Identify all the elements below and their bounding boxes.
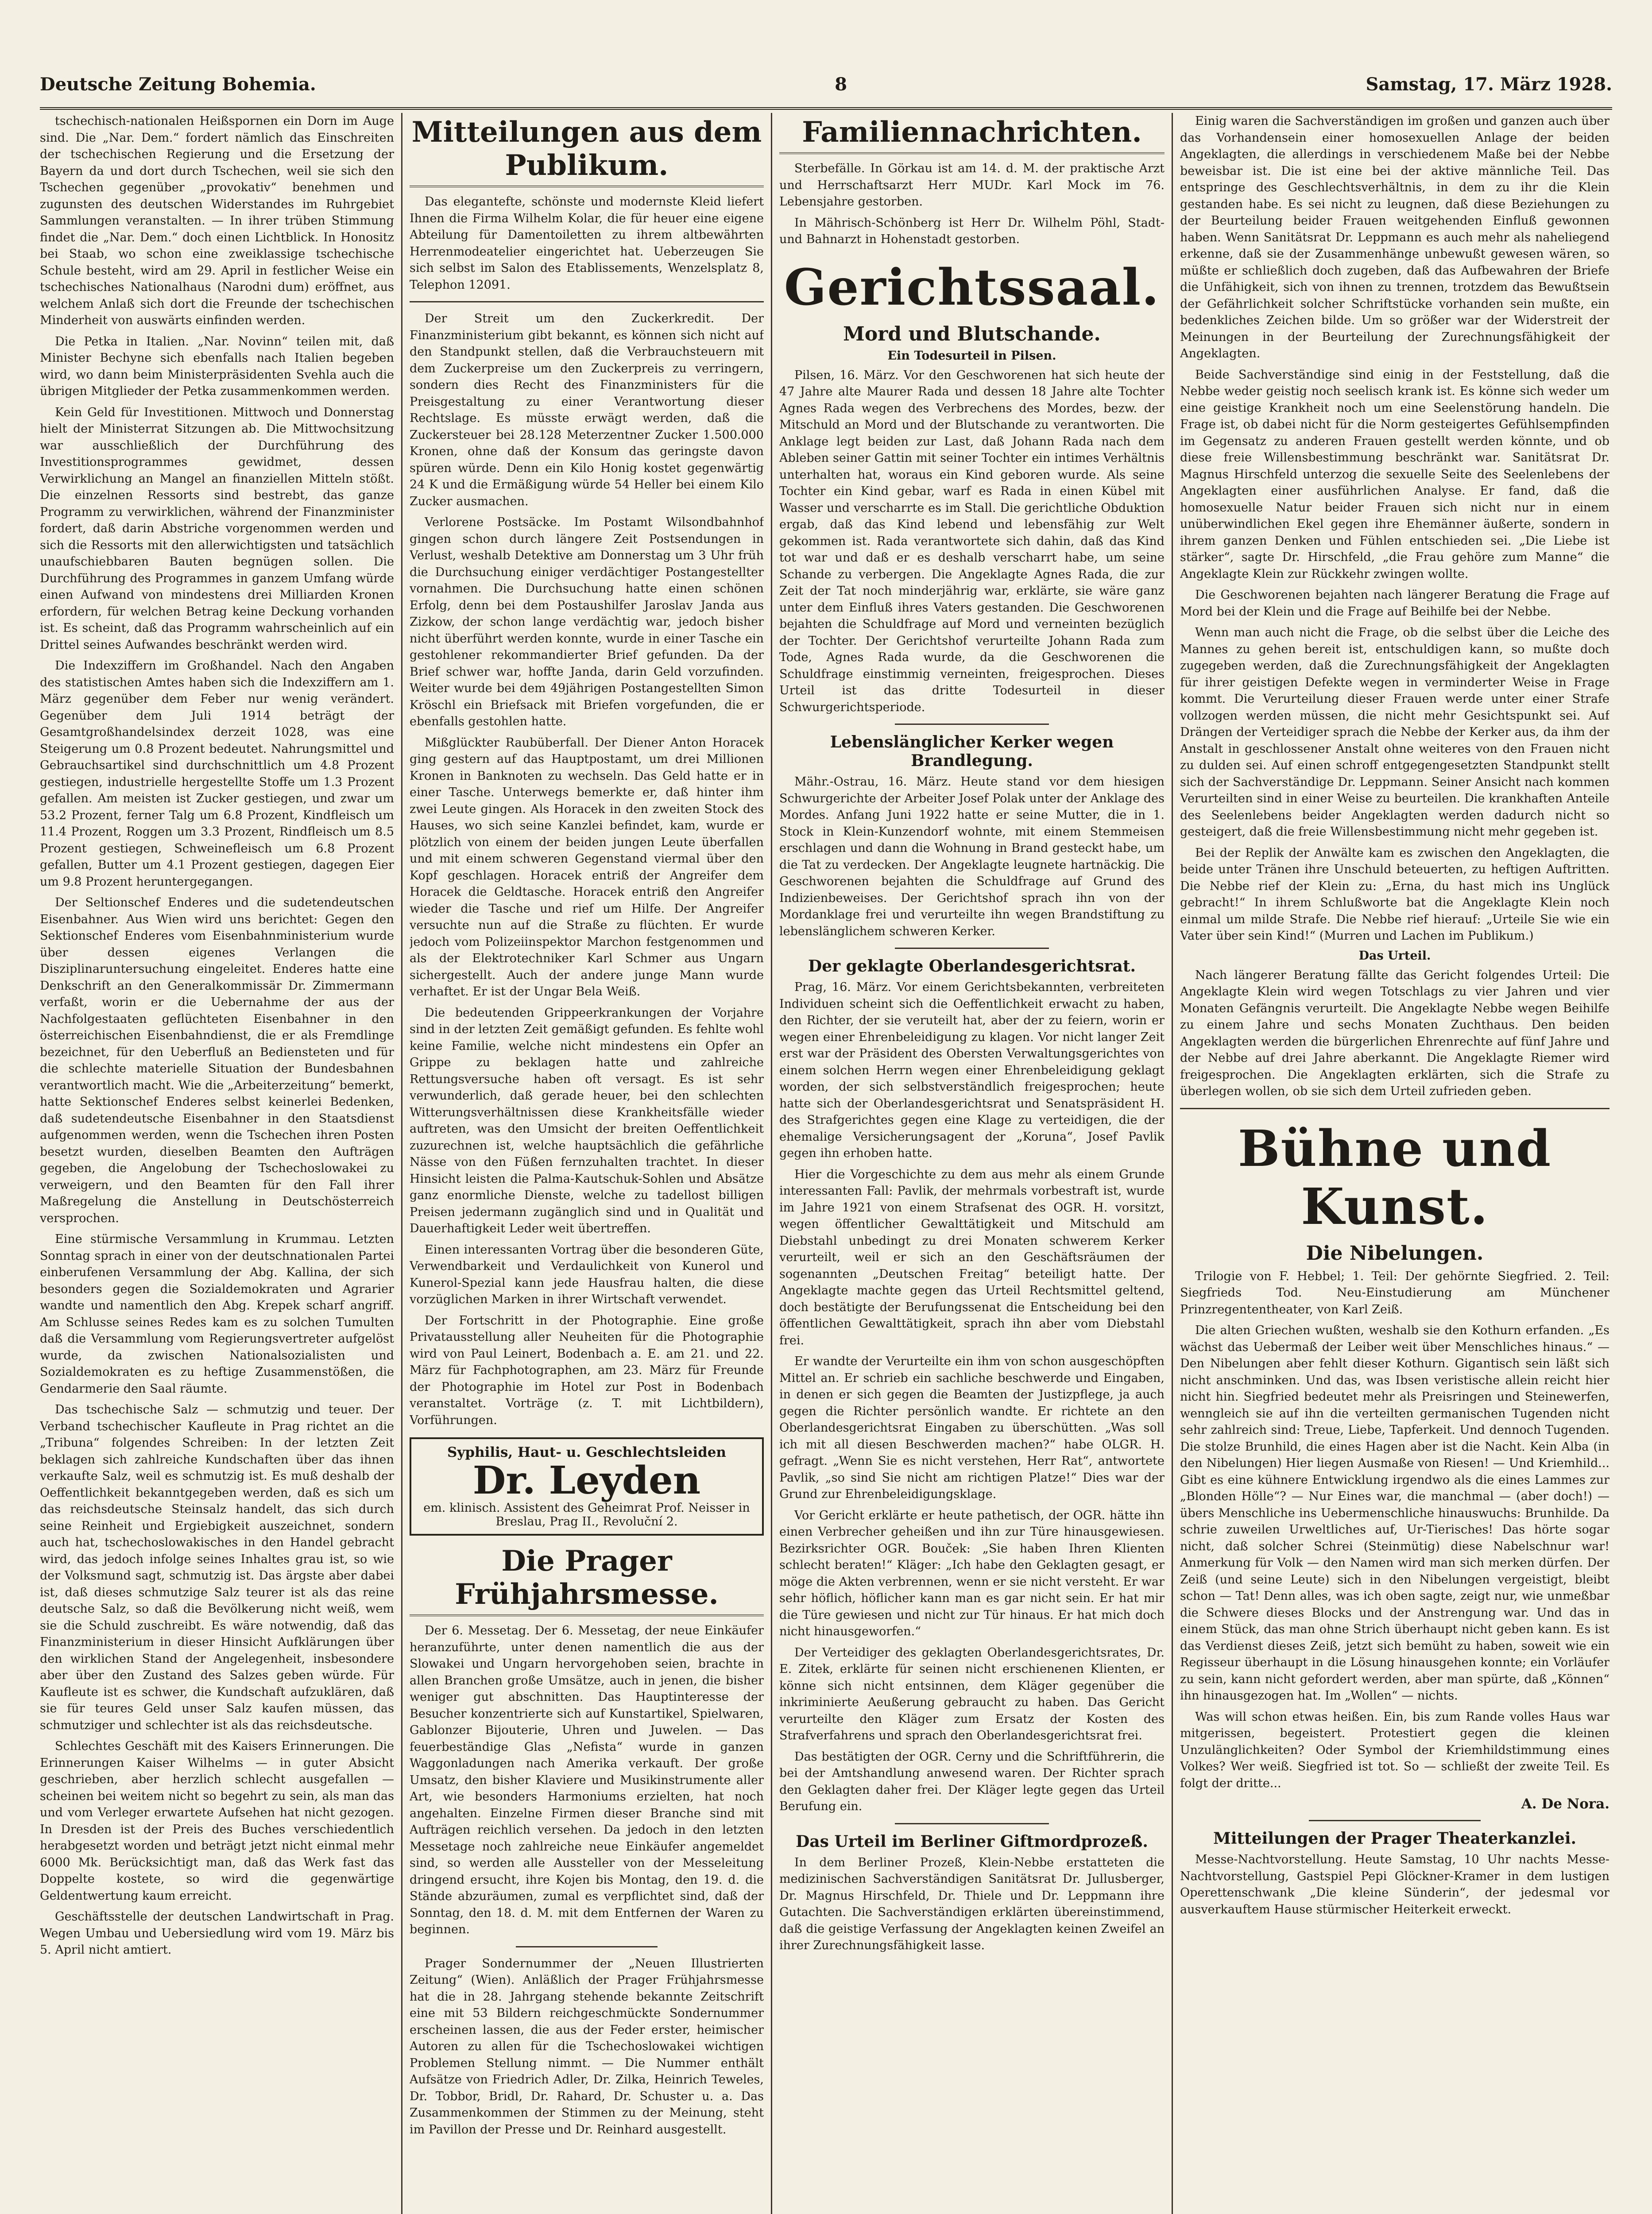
- divider: [895, 1823, 1049, 1824]
- article-paragraph: Der Streit um den Zuckerkredit. Der Finanzministerium gibt bekannt, es können sich nicht auf den Standpunkt stellen, daß die Verbrauchsteuern mit dem Zuckerpreise um den Zuckerpreis zu verringern, sondern dies Recht des Finanzministers für die Preisgestaltung zu einer Verantwortung dieser Rechtslage. Es müsste erwägt werden, daß die Zuckersteuer bei 28.128 Meterzentner Zucker 1.500.000 Kronen, ohne daß der Konsum das geringste davon spüren würde. Denn ein Kilo Honig kostet gegenwärtig 24 K und die Ermäßigung würde 54 Heller bei einem Kilo Zucker ausmachen.: [410, 312, 764, 508]
- article-paragraph: Der Verteidiger des geklagten Oberlandesgerichtsrates, Dr. E. Zitek, erklärte für seinen nicht erschienenen Klienten, er könne sich nicht entsinnen, dem Kläger gegenüber die inkriminierte Aeußerung gebraucht zu haben. Das Gericht verurteilte den Kläger zum Ersatz der Kosten des Strafverfahrens und sprach den Oberlandesgerichtsrat frei.: [779, 1645, 1165, 1742]
- article-paragraph: Kein Geld für Investitionen. Mittwoch und Donnerstag hielt der Ministerrat Sitzungen ab. Die Mittwochsitzung war ausschließlich der Durchführung des Investitionsprogrammes gewidmet, dessen Verwirklichung an Mangel an finanziellen Mitteln stößt. Die einzelnen Ressorts sind bestrebt, das ganze Programm zu verwirklichen, während der Finanzminister fordert, daß darin Abstriche vorgenommen werden und sich die Ressorts mit den allerwichtigsten und tatsächlich unaufschiebbaren Bauten begnügen sollen. Die Durchführung des Programmes in ganzem Umfang würde einen Aufwand von mindestens drei Milliarden Kronen erfordern, für welchen Betrag keine Deckung vorhanden ist. Es scheint, daß das Programm wahrscheinlich auf ein Drittel seines Aufwandes beschränkt werden wird.: [40, 405, 394, 652]
- article-headline: Mitteilungen der Prager Theaterkanzlei.: [1213, 1829, 1577, 1848]
- article-paragraph: Die Indexziffern im Großhandel. Nach den Angaben des statistischen Amtes haben sich die Indexziffern am 1. März gegenüber dem Feber nur wenig verändert. Gegenüber dem Juli 1914 beträgt der Gesamtgroßhandelsindex derzeit 1028, was eine Steigerung um 0.8 Prozent bedeutet. Nahrungsmittel und Gebrauchsartikel sind durchschnittlich um 4.8 Prozent gestiegen, industrielle hergestellte Stoffe um 1.3 Prozent gefallen. Am meisten ist Zucker gestiegen, und zwar um 53.2 Prozent, ferner Talg um 6.8 Prozent, Kindfleisch um 11.4 Prozent, Roggen um 3.3 Prozent, Rindfleisch um 8.5 Prozent gestiegen, Schweinefleisch um 6.8 Prozent gefallen, Butter um 4.1 Prozent gestiegen, dagegen Eier um 9.8 Prozent heruntergegangen.: [40, 659, 394, 889]
- divider: [895, 948, 1049, 949]
- ad-line: em. klinisch. Assistent des Geheimrat Prof. Neisser in Breslau, Prag II., Revoluční 2.: [423, 1501, 750, 1529]
- article-paragraph: Das bestätigten der OGR. Cerny und die Schriftführerin, die bei der Amtshandlung anwesend waren. Der Richter sprach den Geklagten daher frei. Der Kläger legte gegen das Urteil Berufung ein.: [779, 1750, 1165, 1813]
- article-paragraph: Geschäftsstelle der deutschen Landwirtschaft in Prag. Wegen Umbau und Uebersiedlung wird vom 19. März bis 5. April nicht amtiert.: [40, 1910, 394, 1957]
- column-1: [40, 113, 394, 2214]
- article-paragraph: Der Fortschritt in der Photographie. Eine große Privatausstellung aller Neuheiten für die Photographie wird von Paul Leinert, Bodenbach a. E. am 21. und 22. März für Fachphotographen, am 23. März für Freunde der Photographie im Hotel zur Post in Bodenbach veranstaltet. Vorträge (z. T. mit Lichtbildern), Vorführungen.: [410, 1313, 764, 1427]
- section-heading: Familiennachrichten.: [779, 116, 1165, 154]
- article-subheadline: Das Urteil.: [1358, 948, 1431, 963]
- article-paragraph: Messe-Nachtvorstellung. Heute Samstag, 10 Uhr nachts Messe-Nachtvorstellung, Gastspiel Pepi Glöckner-Kramer in dem lustigen Operettenschwank „Die kleine Sünderin“, der jedesmal vor ausverkauftem Hause stürmischer Heiterkeit erweckt.: [1180, 1853, 1609, 1916]
- article-paragraph: Der Seltionschef Enderes und die sudetendeutschen Eisenbahner. Aus Wien wird uns berichtet: Gegen den Sektionschef Enderes vom Eisenbahnministerium wurde über dessen eigenes Verlangen die Disziplinaruntersuchung eingeleitet. Enderes hatte eine Denkschrift an den Generalkommissär Dr. Zimmermann verfaßt, worin er die Uebernahme der aus der Nachfolgestaaten geflüchteten Eisenbahner in den österreichischen Eisenbahndienst, die er als Fremdlinge bezeichnet, für den Ueberfluß an Bediensteten und für die schlechte materielle Situation der Bundesbahnen verantwortlich macht. Wie die „Arbeiterzeitung“ bemerkt, hatte Sektionschef Enderes selbst keinerlei Bedenken, daß sudetendeutsche Eisenbahner in den Staatsdienst aufgenommen werden, wenn die Tschechen ihren Posten besetzt wurden, dieselben Beamten den Aufträgen gegeben, die Angelobung der Tschechoslowakei zu verweigern, und den Beamten für den Fall ihrer Maßregelung die Anstellung in Deutschösterreich versprochen.: [40, 896, 394, 1225]
- article-paragraph: In dem Berliner Prozeß, Klein-Nebbe erstatteten die medizinischen Sachverständigen Sanitätsrat Dr. Jullusberger, Dr. Magnus Hirschfeld, Dr. Thiele und Dr. Leppmann ihre Gutachten. Die Sachverständigen erklärten übereinstimmend, daß die geistige Verfassung der Angeklagten keinen Zweifel an ihrer Zurechnungsfähigkeit lasse.: [779, 1855, 1165, 1952]
- divider: [410, 301, 764, 302]
- article-headline: Das Urteil im Berliner Giftmordprozeß.: [796, 1832, 1148, 1851]
- article-headline: Mord und Blutschande.: [843, 322, 1101, 345]
- section-title: Gerichtssaal.: [784, 258, 1160, 317]
- article-paragraph: Vor Gericht erklärte er heute pathetisch, der OGR. hätte ihn einen Verbrecher geheißen und ihn zur Türe hinausgewiesen. Bezirksrichter OGR. Bouček: „Sie haben Ihren Klienten schlecht beraten!“ Kläger: „Ich habe den Geklagten gesagt, er möge die Akten verbrennen, wenn er sie nicht versteht. Er war sehr höflich, höflicher kann man es gar nicht sein. Er hat mir die Türe gewiesen und nicht zur Tür hinaus. Er hat mich doch nicht hinausgeworfen.“: [779, 1508, 1165, 1638]
- page-number: 8: [835, 74, 847, 95]
- article-paragraph: Verlorene Postsäcke. Im Postamt Wilsondbahnhof gingen schon durch längere Zeit Postsendungen in Verlust, weshalb Detektive am Donnerstag um 3 Uhr früh die Durchsuchung einiger verdächtiger Postangestellter vornahmen. Die Durchsuchung hatte einen schönen Erfolg, denn bei dem Postaushilfer Jaroslav Janda aus Zizkow, der schon lange verdächtig war, jedoch bisher nicht überführt werden konnte, wurde in einer Tasche ein gestohlener rekommandierter Brief gefunden. Da der Brief schwer war, hoffte Janda, darin Geld vorzufinden. Weiter wurde bei dem 49jährigen Postangestellten Simon Kröschl ein Briefsack mit Briefen vorgefunden, die er ebenfalls gestohlen hatte.: [410, 515, 764, 728]
- advertisement: [410, 1437, 764, 1536]
- author-signature: A. De Nora.: [1521, 1796, 1609, 1812]
- article-paragraph: Hier die Vorgeschichte zu dem aus mehr als einem Grunde interessanten Fall: Pavlik, der mehrmals vorbestraft ist, wurde im Jahre 1921 von einem Strafsenat des OGR. H. vorsitzt, wegen öffentlicher Gewalttätigkeit und Mitschuld am Diebstahl unbedingt zu drei Monaten schwerem Kerker verurteilt, weil er sich an den Geschäftsräumen der sogenannten „Deutschen Freitag“ beteiligt hatte. Der Angeklagte machte gegen das Urteil Rechtsmittel geltend, doch bestätigte der Berufungssenat die Entscheidung bei den öffentlichen Gewalttätigkeit, sprach ihn aber vom Diebstahl frei.: [779, 1167, 1165, 1347]
- divider: [1180, 1108, 1609, 1109]
- article-headline: Die Nibelungen.: [1306, 1242, 1484, 1265]
- article-paragraph: Er wandte der Verurteilte ein ihm von schon ausgeschöpften Mittel an. Er schrieb ein sachliche beschwerde und Eingaben, in denen er sich gegen die Beamten der Justizpflege, ja auch gegen die Richter persönlich wandte. Er richtete an den Oberlandesgerichtsrat Eingaben zu überschütten. „Was soll ich mit all diesen Beschwerden machen?“ habe OLGR. H. gefragt. „Wenn Sie es nicht verstehen, Herr Rat“, antwortete Pavlik, „so sind Sie nicht am richtigen Platze!“ Dies war der Grund zur Ehrenbeleidigungsklage.: [779, 1355, 1165, 1501]
- article-paragraph: Mißglückter Raubüberfall. Der Diener Anton Horacek ging gestern auf das Hauptpostamt, um drei Millionen Kronen in Banknoten zu wechseln. Das Geld hatte er in einer Tasche. Unterwegs bemerkte er, daß hinter ihm zwei Leute gingen. Als Horacek in den zweiten Stock des Hauses, wo sich seine Kanzlei befindet, kam, wurde er plötzlich von einem der beiden jungen Leute überfallen und mit einem schweren Gegenstand viermal über den Kopf geschlagen. Horacek entriß der Angreifer dem Horacek die Geldtasche. Horacek entriß den Angreifer wieder die Tasche und rief um Hilfe. Der Angreifer versuchte nun auf die Straße zu flüchten. Er wurde jedoch vom Polizeiinspektor Marchon festgenommen und als der Elektrotechniker Karl Schmer aus Ungarn sichergestellt. Auch der andere junge Mann wurde verhaftet. Er ist der Ungar Bela Weiß.: [410, 735, 764, 999]
- paper-title: Deutsche Zeitung Bohemia.: [40, 74, 316, 95]
- article-paragraph: Sterbefälle. In Görkau ist am 14. d. M. der praktische Arzt und Herrschaftsarzt Herr MUDr. Karl Mock im 76. Lebensjahre gestorben.: [779, 162, 1165, 209]
- divider: [1309, 1820, 1481, 1821]
- article-paragraph: In Mährisch-Schönberg ist Herr Dr. Wilhelm Pöhl, Stadt- und Bahnarzt in Hohenstadt gestorben.: [779, 216, 1165, 246]
- ad-line: Syphilis, Haut- u. Geschlechtsleiden: [447, 1444, 726, 1460]
- column-4: [1180, 113, 1609, 2214]
- article-paragraph: Einen interessanten Vortrag über die besonderen Güte, Verwendbarkeit und Verdaulichkeit von Kunerol und Kunerol-Spezial kann jede Hausfrau halten, die diese vorzüglichen Marken in ihrer Wirtschaft verwendet.: [410, 1242, 764, 1306]
- article-paragraph: Beide Sachverständige sind einig in der Feststellung, daß die Nebbe weder geistig noch seelisch krank ist. Es könne sich weder um eine geistige Krankheit noch um eine Seelenstörung handeln. Die Frage ist, ob dabei nicht für die Norm gesteigertes Gefühlsempfinden im Gegensatz zu anderen Frauen gestellt werden könnte, und ob diese freie Willensbestimmung beschränkt war. Sanitätsrat Dr. Magnus Hirschfeld unterzog die sexuelle Seite des Seelenlebens der Angeklagten einer ausführlichen Analyse. Er fand, daß die homosexuelle Natur beider Frauen sich nicht nur in einem unüberwindlichen Ekel gegen ihre Ehemänner äußerte, sondern in ihrem ganzen Denken und Fühlen entschieden sei. „Die Liebe ist stärker“, sagte Dr. Hirschfeld, „die Frau gehöre zum Manne“ die Angeklagte Klein zur Rückkehr zwingen wollte.: [1180, 368, 1609, 581]
- article-paragraph: tschechisch-nationalen Heißspornen ein Dorn im Auge sind. Die „Nar. Dem.“ fordert nämlich das Einschreiten der tschechischen Regierung und die Ersetzung der Bayern da und dort durch Tschechen, weil sie sich den Tschechen gegenüber „provokativ“ benehmen und zugunsten des deutschen Widerstandes im Ruhrgebiet Sammlungen veranstalten. — In ihrer trüben Stimmung findet die „Nar. Dem.“ doch einen Lichtblick. In Honositz bei Staab, wo schon eine zweiklassige tschechische Schule besteht, wird am 29. April in festlicher Weise ein tschechisches Nationalhaus (Narodni dum) eröffnet, aus welchem Anlaß sich dort die Freunde der tschechischen Minderheit von auswärts einfinden werden.: [40, 114, 394, 327]
- section-heading: Die Prager Frühjahrsmesse.: [410, 1544, 764, 1616]
- article-paragraph: Nach längerer Beratung fällte das Gericht folgendes Urteil: Die Angeklagte Klein wird wegen Totschlags zu vier Jahren und vier Monaten Gefängnis verurteilt. Die Angeklagte Nebbe wegen Beihilfe zu einem Jahre und sechs Monaten Zuchthaus. Den beiden Angeklagten werden die bürgerlichen Ehrenrechte auf fünf Jahre und der Nebbe auf drei Jahre aberkannt. Die Angeklagte Riemer wird freigesprochen. Die Angeklagten erklärten, sich die Strafe zu überlegen wollen, ob sie sich dem Urteil zufrieden geben.: [1180, 968, 1609, 1098]
- column-rule: [771, 113, 772, 2214]
- column-rule: [1172, 113, 1173, 2214]
- article-headline: Lebenslänglicher Kerker wegen Brandlegung.: [830, 733, 1114, 770]
- article-paragraph: Die Petka in Italien. „Nar. Novinn“ teilen mit, daß Minister Bechyne sich ebenfalls nach Italien begeben wird, wo dann beim Ministerpräsidenten Svehla auch die übrigen Mitglieder der Petka zusammenkommen werden.: [40, 334, 394, 398]
- article-paragraph: Eine stürmische Versammlung in Krummau. Letzten Sonntag sprach in einer von der deutschnationalen Partei einberufenen Versammlung der Abg. Kallina, der sich besonders gegen die Sozialdemokraten und Agrarier wandte und namentlich den Abg. Krepek scharf angriff. Am Schlusse seines Redes kam es zu solchen Tumulten daß die Versammlung vom Regierungsvertreter aufgelöst wurde, da zwischen Nationalsozialisten und Sozialdemokraten es zu heftige Zusammenstößen, die Gendarmerie den Saal räumte.: [40, 1232, 394, 1396]
- article-paragraph: Prag, 16. März. Vor einem Gerichtsbekannten, verbreiteten Individuen scheint sich die Oeffentlichkeit erwacht zu haben, den Richter, der sie veruteilt hat, aber der zu feiern, worin er wegen einer Ehrenbeleidigung zu klagen. Vor nicht langer Zeit erst war der Präsident des Obersten Verwaltungsgerichtes von einem solchen Herrn wegen einer Ehrenbeleidigung geklagt worden, der sich selbstverständlich freigesprochen; heute hatte sich der Oberlandesgerichtsrat und Senatspräsident H. des Strafgerichtes gegen eine Klage zu verteidigen, die der ehemalige Versicherungsagent der „Koruna“, Josef Pavlik gegen ihn erhoben hatte.: [779, 980, 1165, 1160]
- column-3: [779, 113, 1165, 2214]
- divider: [516, 1946, 658, 1947]
- article-paragraph: Pilsen, 16. März. Vor den Geschworenen hat sich heute der 47 Jahre alte Maurer Rada und dessen 18 Jahre alte Tochter Agnes Rada wegen des Verbrechens des Mordes, bezw. der Mitschuld an Mord und der Blutschande zu verantworten. Die Anklage legt beiden zur Last, daß Johann Rada nach dem Ableben seiner Gattin mit seiner Tochter ein intimes Verhältnis unterhalten hat, woraus ein Kind geboren wurde. Als seine Tochter ein Kind gebar, warf es Rada in einen Kübel mit Wasser und verscharrte es im Stall. Die gerichtliche Obduktion ergab, daß das Kind lebend und lebensfähig zur Welt gekommen ist. Rada verantwortete sich dahin, daß das Kind tot war und daß er es deshalb verscharrt habe, um seine Schande zu verbergen. Die Angeklagte Agnes Rada, die zur Zeit der Tat noch minderjährig war, erklärte, sie wäre ganz unter dem Einfluß ihres Vaters gestanden. Die Geschworenen bejahten die Schuldfrage auf Mord und verneinten bezüglich der Tochter. Der Gerichtshof verurteilte Johann Rada zum Tode, Agnes Rada wurde, da die Geschworenen die Schuldfrage einstimmig verneinten, freigesprochen. Dieses Urteil ist das dritte Todesurteil in dieser Schwurgerichtsperiode.: [779, 368, 1165, 714]
- section-heading: Mitteilungen aus dem Publikum.: [410, 116, 764, 187]
- issue-date: Samstag, 17. März 1928.: [1366, 74, 1612, 95]
- article-paragraph: Das tschechische Salz — schmutzig und teuer. Der Verband tschechischer Kaufleute in Prag richtet an die „Tribuna“ folgendes Schreiben: In der letzten Zeit beklagen sich zahlreiche Kundschaften über das ihnen verkaufte Salz, weil es schmutzig ist. Es muß deshalb der Oeffentlichkeit bekanntgegeben werden, daß es sich um das reichsdeutsche Steinsalz handelt, das sich durch seine Reinheit und Ergiebigkeit auszeichnet, sondern auch hat, tschechoslowakisches in den Handel gebracht wird, das jedoch infolge seines Inhaltes grau ist, so wie der Volksmund sagt, schmutzig ist. Das ärgste aber dabei ist, daß dieses schmutzige Salz teurer ist als das reine deutsche Salz, so daß die Bevölkerung nicht weiß, wem sie die Schuld zuschreibt. Es wäre notwendig, daß das Finanzministerium in dieser Hinsicht Aufklärungen über den wirklichen Stand der Angelegenheit, insbesondere aber über den Zustand des Salzes geben würde. Für Kaufleute ist es schwer, die Kundschaft aufzuklären, daß sie für teures Geld unser Salz kaufen müssen, das schmutziger und schlechter ist als das reichsdeutsche.: [40, 1403, 394, 1732]
- article-paragraph: Das elegantefte, schönste und modernste Kleid liefert Ihnen die Firma Wilhelm Kolar, die für heuer eine eigene Abteilung für Damentoiletten zu ihrem altbewährten Herrenmodeatelier eingerichtet hat. Ueberzeugen Sie sich selbst im Salon des Etablissements, Wenzelsplatz 8, Telephon 12091.: [410, 195, 764, 292]
- article-paragraph: Die Geschworenen bejahten nach längerer Beratung die Frage auf Mord bei der Klein und die Frage auf Beihilfe bei der Nebbe.: [1180, 588, 1609, 619]
- article-paragraph: Die bedeutenden Grippeerkrankungen der Vorjahre sind in der letzten Zeit gemäßigt gefunden. Es fehlte wohl keine Familie, welche nicht mindestens ein Opfer an Grippe zu beklagen hatte und zahlreiche Rettungsversuche haben oft versagt. Es ist sehr verwunderlich, daß gerade heuer, bei den schlechten Witterungsverhältnissen diese Krankheitsfälle wieder auftreten, was den Umsicht der breiten Oeffentlichkeit zuzurechnen ist, welche hauptsächlich die gefährliche Nässe von den Füßen fernzuhalten trachtet. In dieser Hinsicht leisten die Palma-Kautschuk-Sohlen und Absätze ganz enormliche Dienste, welche zu tadellost billigen Preisen jedermann zugänglich sind und in Qualität und Dauerhaftigkeit Leder weit übertreffen.: [410, 1006, 764, 1235]
- article-paragraph: Wenn man auch nicht die Frage, ob die selbst über die Leiche des Mannes zu gehen bereit ist, entschuldigen kann, so mußte doch zugegeben werden, daß die Zurechnungsfähigkeit der Angeklagten für ihrer geistigen Defekte wegen in verminderter Weise in Frage kommt. Die Verurteilung dieser Frauen werde unter einer Strafe vollzogen werden müssen, die nicht mehr Gesichtspunkt sei. Auf Drängen der Verteidiger sprach die Nebbe der Kerker aus, da ihm der Anstalt in geschlossener Anstalt ohne weiteres von den Frauen nicht zu dulden sei. Auf einen schroff entgegengesetzten Standpunkt stellt sich der Sachverständige Dr. Leppmann. Seiner Ansicht nach kommen Verurteilten sind in einer Weise zu beurteilen. Die krankhaften Anteile des Seelenlebens beider Angeklagten werden dadurch nicht so gesteigert, daß die freie Willensbestimmung nicht mehr gegeben ist.: [1180, 626, 1609, 839]
- article-paragraph: Schlechtes Geschäft mit des Kaisers Erinnerungen. Die Erinnerungen Kaiser Wilhelms — in guter Absicht geschrieben, aber herzlich schlecht ausgefallen — scheinen bei weitem nicht so begehrt zu sein, als man das und vom Verleger erwartete Aufsehen hat nicht gezogen. In Dresden ist der Preis des Buches verschiedentlich herabgesetzt worden und beträgt jetzt nicht einmal mehr 6000 Mk. Berücksichtigt man, daß das Werk fast das Doppelte kostete, so wird die gegenwärtige Geldentwertung kaum erreicht.: [40, 1739, 394, 1903]
- article-paragraph: Die alten Griechen wußten, weshalb sie den Kothurn erfanden. „Es wächst das Uebermaß der Leiber weit über Menschliches hinaus.“ — Den Nibelungen aber fehlt dieser Kothurn. Gigantisch sein läßt sich nicht anschminken. Und das, was Ibsen veristische allein reicht hier nicht hin. Siegfried bedeutet mehr als Preisringen und Steinewerfen, wenngleich sie auf ihn die verteilten germanischen Tugenden nicht sehr zahlreich sind: Treue, Liebe, Tapferkeit. Und dennoch Tugenden. Die stolze Brunhild, die eines Hagen aber ist die Nacht. Kein Alba (in den Nibelungen) Hier liegen Ausmaße von Riesen! — Und Kriemhild... Gibt es eine kühnere Entwicklung irgendwo als die eines Lammes zur „Blonden Hölle“? — Nur Eines war, die manchmal — (aber doch!) — übers Menschliche ins Uebermenschliche hinauswuchs: Brunhilde. Da schrie zuweilen Urweltliches auf, Ur-Tierisches! Das hörte sogar nicht, daß solcher Schrei (Steinmütig) diese Nabelschnur war! Anmerkung für Volk — den Namen wird man sich merken dürfen. Der Zeiß (und seine Leute) sich in den Nibelungen vergeistigt, bleibt schon — Tat! Denn alles, was ich oben sagte, zeigt nur, wie unmeßbar die Schwere dieses Blocks und der Anstrengung war. Und das in einem Stück, das man ohne Strich überhaupt nicht geben kann. Es ist das Verdienst dieses Zeiß, jetzt sich bemüht zu haben, soweit wie ein Regisseur überhaupt in die Lösung hinausgehen konnte; ein Vorläufer zu sein, kann nicht gefordert werden, aber man spürte, daß „Können“ ihn hinausgezogen hat. Im „Wollen“ — nichts.: [1180, 1324, 1609, 1703]
- article-paragraph: Bei der Replik der Anwälte kam es zwischen den Angeklagten, die beide unter Tränen ihre Unschuld beteuerten, zu heftigen Auftritten. Die Nebbe rief der Klein zu: „Erna, du hast mich ins Unglück gebracht!“ In ihrem Schlußworte bat die Angeklagte Klein noch einmal um milde Strafe. Die Nebbe rief hierauf: „Urteile Sie wie ein Vater über sein Kind!“ (Murren und Lachen im Publikum.): [1180, 846, 1609, 943]
- column-2: [410, 113, 764, 2214]
- divider: [895, 724, 1049, 725]
- section-title: Bühne und Kunst.: [1238, 1119, 1552, 1236]
- article-subheadline: Ein Todesurteil in Pilsen.: [887, 348, 1056, 363]
- article-paragraph: Mähr.-Ostrau, 16. März. Heute stand vor dem hiesigen Schwurgerichte der Arbeiter Josef Polak unter der Anklage des Mordes. Anfang Juni 1922 hatte er seine Mutter, die in 1. Stock in Klein-Kunzendorf wohnte, mit einem Stemmeisen erschlagen und dann die Wohnung in Brand gesteckt habe, um die Tat zu verdecken. Der Angeklagte leugnete hartnäckig. Die Geschworenen bejahten die Schuldfrage auf Grund des Indizienbeweises. Der Gerichtshof sprach ihn von der Mordanklage frei und verurteilte ihn wegen Brandstiftung zu lebenslänglichem schweren Kerker.: [779, 775, 1165, 938]
- article-paragraph: Trilogie von F. Hebbel; 1. Teil: Der gehörnte Siegfried. 2. Teil: Siegfrieds Tod. Neu-Einstudierung am Münchener Prinzregententheater, von Karl Zeiß.: [1180, 1269, 1609, 1316]
- column-rule: [401, 113, 402, 2214]
- ad-name: Dr. Leyden: [472, 1458, 701, 1503]
- article-headline: Der geklagte Oberlandesgerichtsrat.: [808, 957, 1136, 975]
- masthead: [40, 66, 1612, 110]
- article-paragraph: Prager Sondernummer der „Neuen Illustrierten Zeitung“ (Wien). Anläßlich der Prager Frühjahrsmesse hat die in 28. Jahrgang stehende bekannte Zeitschrift eine mit 53 Bildern reichgeschmückte Sondernummer erscheinen lassen, die aus der Feder erster, heimischer Autoren zu allen für die Tschechoslowakei wichtigen Problemen Stellung nimmt. — Die Nummer enthält Aufsätze von Friedrich Adler, Dr. Zilka, Heinrich Teweles, Dr. Tobbor, Bridl, Dr. Rahard, Dr. Schuster u. a. Das Zusammenkommen der Stimmen zu der Meinung, steht im Pavillon der Presse und Dr. Reinhard ausgestellt.: [410, 1956, 764, 2137]
- article-paragraph: Einig waren die Sachverständigen im großen und ganzen auch über das Vorhandensein einer homosexuellen Anlage der beiden Angeklagten, die allerdings in verschiedenem Maße bei der Nebbe beweisbar ist. Die ist eine bei der aktive männliche Teil. Das entspringe des Geschlechtsverhältnis, in dem zu ihr die Klein gestanden habe. Es sei nicht zu leugnen, daß diese Beziehungen zu der Beurteilung beider Frauen weitgehenden Einfluß gewonnen haben. Wenn Sanitätsrat Dr. Leppmann es auch mehr als naheliegend erkenne, daß sie der Zusammenhänge unbewußt gewesen wären, so müßte er schließlich doch zugeben, daß das Aufbewahren der Briefe die Unfähigkeit, sich von ihnen zu trennen, trotzdem das Bewußtsein der Gefährlichkeit solcher Schriftstücke vorhanden sein mußte, ein bedenkliches Zeichen bilde. Um so größer war der Widerstreit der Meinungen in der Beurteilung der Zurechnungsfähigkeit der Angeklagten.: [1180, 114, 1609, 360]
- article-paragraph: Der 6. Messetag. Der 6. Messetag, der neue Einkäufer heranzuführte, unter denen namentlich die aus der Slowakei und Ungarn hervorgehoben seien, brachte in allen Branchen große Umsätze, auch in jenen, die bisher weniger gut abschnitten. Das Hauptinteresse der Besucher konzentrierte sich auf Kunstartikel, Spielwaren, Gablonzer Bijouterie, Uhren und Juwelen. — Das feuerbeständige Glas „Nefista“ wurde in ganzen Waggonladungen nach Amerika verkauft. Der große Umsatz, den bisher Klaviere und Musikinstrumente aller Art, wie besonders Harmoniums erzielten, hat noch angehalten. Einzelne Firmen dieser Branche sind mit Aufträgen reichlich versehen. Da jedoch in den letzten Messetage noch zahlreiche neue Einkäufer angemeldet sind, so werden alle Aussteller von der Messeleitung dringend ersucht, ihre Kojen bis Montag, den 19. d. die Stände abzuräumen, zumal es verpflichtet sind, daß der Sonntag, den 18. d. M. mit dem Entfernen der Waren zu beginnen.: [410, 1624, 764, 1936]
- article-paragraph: Was will schon etwas heißen. Ein, bis zum Rande volles Haus war mitgerissen, begeistert. Protestiert gegen die kleinen Unzulänglichkeiten? Oder Symbol der Kriemhildstimmung eines Volkes? Wer weiß. Siegfried ist tot. So — schließt der zweite Teil. Es folgt der dritte...: [1180, 1710, 1609, 1790]
